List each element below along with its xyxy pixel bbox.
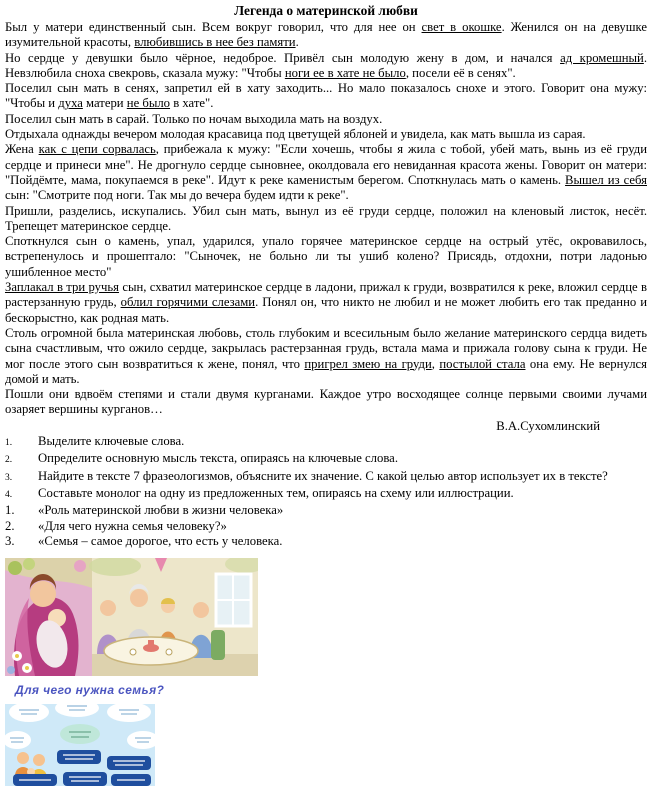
document-title: Легенда о материнской любви bbox=[234, 3, 418, 18]
underlined-text-segment: не было bbox=[126, 96, 171, 111]
task-item bbox=[5, 451, 647, 468]
topic-item bbox=[5, 503, 647, 518]
text-segment: , bbox=[431, 356, 440, 371]
text-segment: , посели её в сенях". bbox=[405, 65, 516, 80]
task-item-text: Определите основную мысль текста, опираясь на ключевые слова. bbox=[38, 451, 398, 466]
task-item-text: Найдите в тексте 7 фразеологизмов, объясните их значение. С какой целью автор использует их в тексте? bbox=[38, 468, 608, 483]
text-segment: Пошли они вдвоём степями и стали двумя курганами. Каждое утро восходящее солнце первыми своими лучами озаряет вершины курганов… bbox=[5, 387, 647, 417]
text-segment: . bbox=[295, 35, 299, 50]
task-item bbox=[5, 486, 647, 503]
topic-item-number: 3. bbox=[5, 534, 15, 549]
underlined-text-segment: Вышел из себя bbox=[565, 172, 647, 187]
text-segment: . Невзлюбила сноха свекровь, сказала мужу: "Чтобы bbox=[5, 50, 648, 80]
text-segment: Столь огромной была материнская любовь, столь глубоким и всесильным было желание материнского сердца видеть сына счастливым, что ожило сердце, закрылась растерзанная грудь, встала мама и прижала голову сына к груди. Не мог после этого сын возвратиться к жене, понял, что bbox=[5, 325, 647, 371]
task-item-text: Выделите ключевые слова. bbox=[38, 433, 185, 448]
paragraph bbox=[5, 234, 647, 280]
text-segment: Жена bbox=[5, 142, 39, 157]
paragraph bbox=[5, 127, 647, 142]
family-schema-image bbox=[5, 698, 155, 786]
underlined-text-segment: ноги ее в хате не было bbox=[284, 65, 406, 80]
topic-item bbox=[5, 519, 647, 534]
topic-item-text: «Семья – самое дорогое, что есть у человека. bbox=[38, 534, 283, 549]
text-segment: . Женился он на девушке изумительной красоты, bbox=[5, 20, 648, 50]
document-paragraphs bbox=[5, 20, 647, 418]
schema-caption: Для чего нужна семья? bbox=[15, 682, 165, 697]
task-item-number: 3. bbox=[5, 472, 13, 483]
topic-item bbox=[5, 534, 647, 549]
text-segment: Но сердце у девушки было чёрное, недоброе. Привёл сын молодую жену в дом, и начался bbox=[5, 50, 561, 65]
topic-item-text: «Для чего нужна семья человеку?» bbox=[38, 518, 227, 533]
text-segment: , прибежала к мужу: "Если хочешь, чтобы я жила с тобой, убей мать, вынь из её груди сердце и принеси мне". Не дрогнуло сердце сыновнее, околдовала его невиданная красота жены. Говорит он матери: "Пойдёмте, мама, покупаемся в реке". Идут к реке каменистым берегом. Споткнулась мать о камень. bbox=[5, 142, 648, 187]
illustration-block bbox=[5, 558, 647, 676]
text-segment: Отдыхала однажды вечером молодая красавица под цветущей яблоней и увидела, как мать вышла из сарая. bbox=[5, 127, 586, 142]
underlined-text-segment: Заплакал в три ручья bbox=[5, 280, 119, 295]
task-item bbox=[5, 469, 647, 486]
paragraph bbox=[5, 112, 647, 127]
task-item-text: Составьте монолог на одну из предложенных тем, опираясь на схему или иллюстрации. bbox=[38, 485, 514, 500]
underlined-text-segment: как с цепи сорвалась bbox=[38, 142, 156, 157]
topic-item-number: 2. bbox=[5, 518, 15, 533]
topics-list bbox=[5, 503, 647, 549]
author-signature: В.А.Сухомлинский bbox=[496, 418, 600, 433]
paragraph bbox=[5, 51, 647, 82]
paragraph bbox=[5, 387, 647, 418]
text-segment: Был у матери единственный сын. Всем вокруг говорил, что для нее он bbox=[5, 20, 422, 34]
text-segment: Пришли, разделись, искупались. Убил сын мать, вынул из её груди сердце, положил на кленовый листок, несёт. Трепещет материнское сердце. bbox=[5, 203, 647, 233]
paragraph bbox=[5, 20, 647, 51]
task-item bbox=[5, 434, 647, 451]
paragraph bbox=[5, 81, 647, 112]
text-segment: сын, схватил материнское сердце в ладони, прижал к груди, возвратился к реке, вложил сердце в растерзанную грудь, bbox=[5, 280, 647, 310]
text-segment: матери bbox=[82, 96, 127, 111]
task-item-number: 1. bbox=[5, 437, 13, 448]
paragraph bbox=[5, 204, 647, 235]
text-segment: в хате". bbox=[170, 96, 214, 111]
underlined-text-segment: свет в окошке bbox=[421, 20, 502, 34]
text-segment: Споткнулся сын о камень, упал, ударился, упало горячее материнское сердце на острый утёс, окровавилось, встрепенулось и прошептало: "Сыночек, не больно ли ты ушиб колено? Присядь, отдохни, потри ладонью ушибленное место" bbox=[5, 234, 647, 279]
topic-item-text: «Роль материнской любви в жизни человека» bbox=[38, 503, 284, 518]
underlined-text-segment: постылой стала bbox=[439, 356, 526, 371]
text-segment: . Понял он, что никто не любил и не может любить его так преданно и бескорыстно, как родная мать. bbox=[5, 295, 647, 325]
text-segment: сын: "Смотрите под ноги. Так мы до вечера будем идти к реке". bbox=[5, 188, 349, 203]
underlined-text-segment: ад кромешный bbox=[560, 50, 644, 65]
paragraph bbox=[5, 142, 647, 203]
text-segment: Поселил сын мать в сарай. Только по ночам выходила мать на воздух. bbox=[5, 111, 383, 126]
underlined-text-segment: влюбившись в нее без памяти bbox=[134, 35, 296, 50]
task-item-number: 2. bbox=[5, 455, 13, 466]
paragraph bbox=[5, 280, 647, 326]
task-item-number: 4. bbox=[5, 489, 13, 500]
underlined-text-segment: облил горячими слезами bbox=[120, 295, 256, 310]
tasks-list bbox=[5, 434, 647, 504]
underlined-text-segment: пригрел змею на груди bbox=[304, 356, 432, 371]
family-illustration-image bbox=[5, 558, 258, 676]
topic-item-number: 1. bbox=[5, 503, 15, 518]
schema-block bbox=[5, 683, 647, 791]
text-segment: Поселил сын мать в сенях, запретил ей в хату заходить... Но мало показалось снохе и этого. Говорит она мужу: "Чтобы и bbox=[5, 81, 647, 111]
paragraph bbox=[5, 326, 647, 387]
text-segment: она ему. Не вернулся домой и мать. bbox=[5, 356, 647, 386]
underlined-text-segment: духа bbox=[58, 96, 83, 111]
